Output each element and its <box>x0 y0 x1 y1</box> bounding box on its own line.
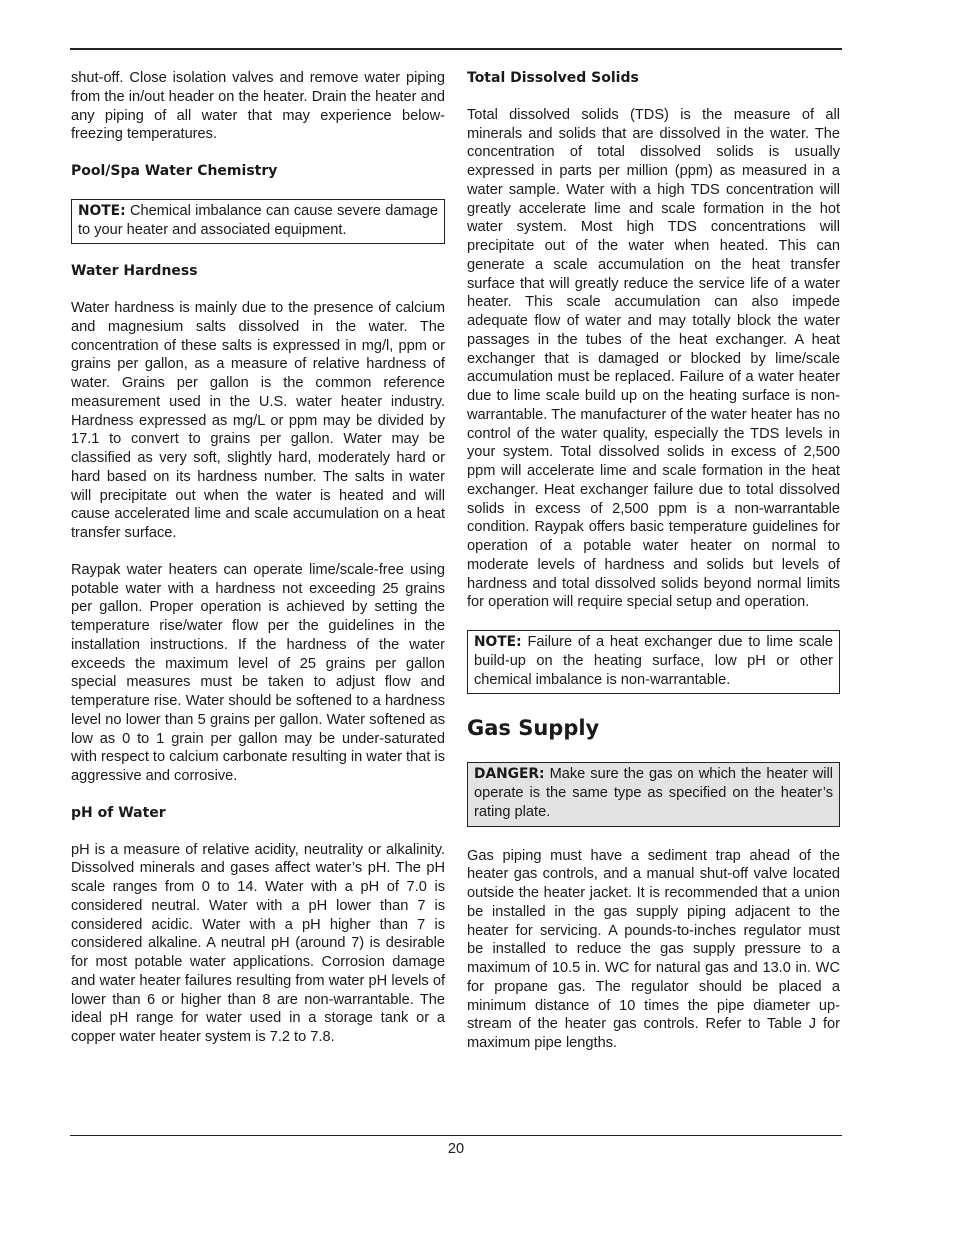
footer-rule <box>70 1135 842 1136</box>
note-label: NOTE: <box>78 202 126 219</box>
tds-heading: Total Dissolved Solids <box>467 70 639 86</box>
note-label: NOTE: <box>474 634 522 650</box>
continuation-paragraph: shut-off. Close isolation valves and remove water piping from the in/out header on the heater. Drain the heater and any piping of all water that may experience below-freezing temperatures. <box>71 70 445 143</box>
ph-heading: pH of Water <box>71 804 166 821</box>
header-rule <box>70 48 842 50</box>
danger-box <box>467 762 840 826</box>
page-number: 20 <box>447 1141 465 1157</box>
water-hardness-heading: Water Hardness <box>71 263 198 280</box>
water-hardness-paragraph-2: Raypak water heaters can operate lime/scale-free using potable water with a hardness not exceeding 25 grains per gallon. Proper operation is achieved by setting the temperature rise/water flow per the guidelines in the installation instructions. If the hardness of the water exceeds the maximum level of 25 grains per gallon special measures must be taken to adjust flow and temperature rise. Water should be softened to a hardness level no lower than 5 grains per gallon. Water softened as low as 0 to 1 grain per gallon may be under-saturated with respect to calcium carbonate resulting in water that is aggressive and corrosive. <box>71 561 445 784</box>
danger-text: Make sure the gas on which the heater will operate is the same type as specified on the heater’s rating plate. <box>474 766 833 820</box>
gas-supply-paragraph: Gas piping must have a sediment trap ahead of the heater gas controls, and a manual shut-off valve located outside the heater jacket. It is recommended that a union be installed in the gas supply piping adjacent to the heater for servicing. A pounds-to-inches regulator must be installed to reduce the gas supply pressure to a maximum of 10.5 in. WC for natural gas and 13.0 in. WC for propane gas. The regulator should be placed a minimum distance of 10 times the pipe diameter up-stream of the heater gas controls. Refer to Table J for maximum pipe lengths. <box>467 847 840 1051</box>
ph-paragraph: pH is a measure of relative acidity, neutrality or alkalinity. Dissolved minerals and gases affect water’s pH. The pH scale ranges from 0 to 14. Water with a pH of 7.0 is considered neutral. Water with a pH lower than 7 is considered acidic. Water with a pH higher than 7 is considered alkaline. A neutral pH (around 7) is desirable for most potable water applications. Corrosion damage and water heater failures resulting from water pH levels of lower than 6 or higher than 8 are non-warrantable. The ideal pH range for water used in a storage tank or a copper water heater system is 7.2 to 7.8. <box>71 841 445 1045</box>
tds-paragraph: Total dissolved solids (TDS) is the measure of all minerals and solids that are dissolved in the water. The concentration of total dissolved solids is usually expressed in parts per million (ppm) as measured in a water sample. Water with a high TDS concentration will greatly accelerate lime and scale formation in the hot water system. Most high TDS concentrations will precipitate out of the water when heated. This can generate a scale accumulation on the heat transfer surface that will greatly reduce the service life of a water heater. This scale accumulation can also impede adequate flow of water and may totally block the water passages in the tubes of the heat exchanger. A heat exchanger that is damaged or blocked by lime/scale accumulation must be replaced. Failure of a water heater due to lime scale build up on the heating surface is non-warrantable. The manufacturer of the water heater has no control of the water quality, especially the TDS levels in your system. Total dissolved solids in excess of 2,500 ppm will accelerate lime and scale formation in the heat exchanger. Heat exchanger failure due to total dissolved solids in excess of 2,500 ppm is a non-warrantable condition. Raypak offers basic temperature guidelines for operation of a potable water heater on normal to moderate levels of hardness and solids but levels of hardness and total dissolved solids beyond normal limits for operation will require special setup and operation. <box>467 106 840 611</box>
note-text: Chemical imbalance can cause severe damage to your heater and associated equipment. <box>78 202 438 238</box>
water-hardness-paragraph-1: Water hardness is mainly due to the presence of calcium and magnesium salts dissolved in the water. The concentration of these salts is expressed in mg/l, ppm or grains per gallon, as a measure of relative hardness of water. Grains per gallon is the common reference measurement used in the U.S. water heater industry. Hardness expressed as mg/L or ppm may be divided by 17.1 to convert to grains per gallon. Water may be classified as very soft, slightly hard, moderately hard or hard based on its hardness number. The salts in water will precipitate out when the water is heated and will cause accelerated lime and scale accumulation on a heat transfer surface. <box>71 300 445 541</box>
left-column <box>71 69 445 1047</box>
tds-note-box <box>467 630 840 694</box>
danger-label: DANGER: <box>474 766 545 783</box>
pool-spa-note-box <box>71 199 445 245</box>
gas-supply-heading: Gas Supply <box>467 716 600 741</box>
pool-spa-heading: Pool/Spa Water Chemistry <box>71 163 278 179</box>
right-column <box>467 69 840 1053</box>
note-text: Failure of a heat exchanger due to lime scale build-up on the heating surface, low pH or other chemical imbalance is non-warrantable. <box>474 634 833 688</box>
